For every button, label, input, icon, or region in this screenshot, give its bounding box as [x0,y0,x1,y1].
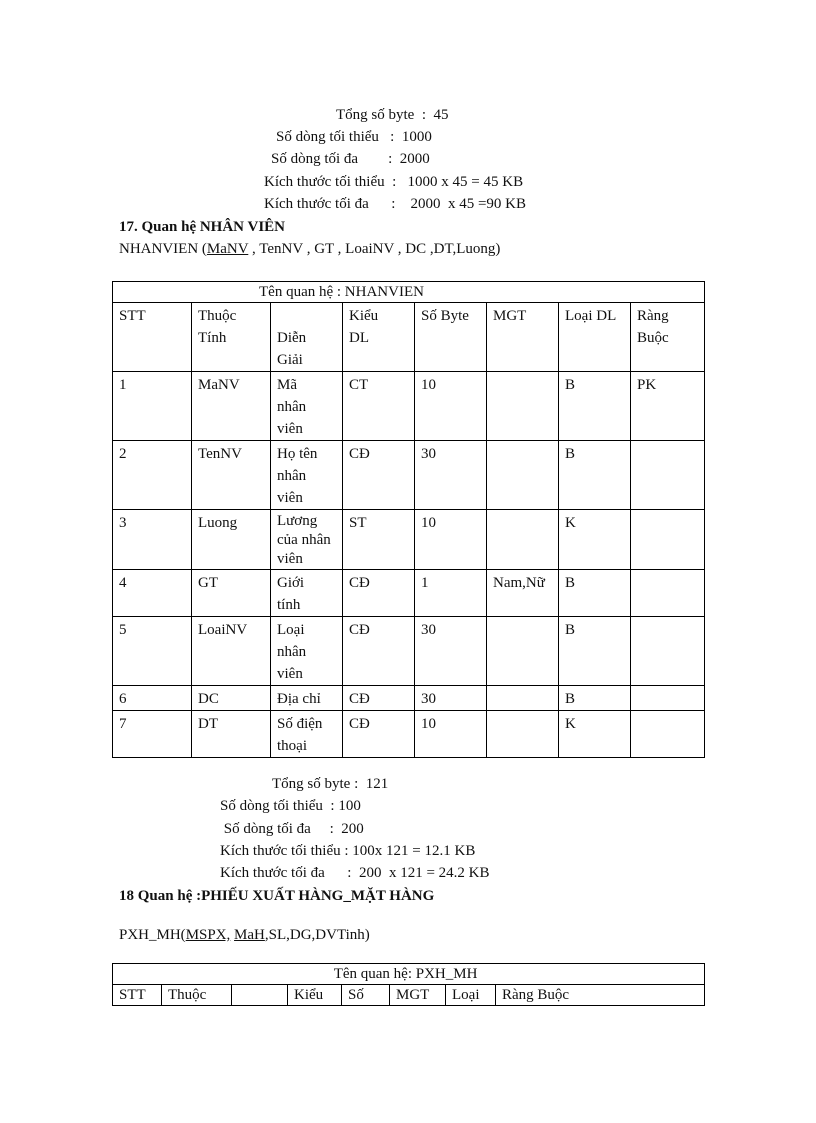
column-header: Loại DL [559,303,631,372]
table-cell: 5 [113,617,192,686]
table-cell: 10 [415,510,487,570]
table-cell: K [559,711,631,758]
table-header-row [113,985,705,1006]
column-header: MGT [487,303,559,372]
table-cell: DT [192,711,271,758]
table-cell: Nam,Nữ [487,570,559,617]
section-heading: 18 Quan hệ :PHIẾU XUẤT HÀNG_MẶT HÀNG [119,888,435,904]
table-cell: 3 [113,510,192,570]
column-header: Ràng Buộc [631,303,705,372]
table-cell: 10 [415,711,487,758]
stat-max-size: Kích thước tối đa : 2000 x 45 =90 KB [264,196,527,212]
stat-max-rows: Số dòng tối đa : 200 [220,821,364,837]
table-cell: Số điện thoại [271,711,343,758]
table-cell: 10 [415,372,487,441]
table-cell: 6 [113,686,192,711]
stat-min-size: Kích thước tối thiểu : 1000 x 45 = 45 KB [264,174,524,190]
table-cell [487,711,559,758]
table-cell: 4 [113,570,192,617]
table-row [113,372,705,441]
column-header: Số [342,985,390,1006]
relation-table-nhanvien [112,281,705,758]
schema-attributes: ,SL,DG,DVTinh) [264,927,370,943]
stat-max-size: Kích thước tối đa : 200 x 121 = 24.2 KB [220,865,490,881]
table-cell [631,570,705,617]
table-cell: B [559,686,631,711]
table-cell: Lương của nhân viên [271,510,343,570]
table-cell [487,617,559,686]
table-cell: B [559,441,631,510]
schema-attributes: , TenNV , GT , LoaiNV , DC ,DT,Luong) [248,241,501,257]
relation-schema [119,240,500,258]
table-cell [631,686,705,711]
table-cell: Loại nhân viên [271,617,343,686]
table-cell: CĐ [343,570,415,617]
table-cell [631,441,705,510]
table-cell: Luong [192,510,271,570]
table-cell [631,711,705,758]
table-cell: CĐ [343,686,415,711]
primary-key: MaH [234,927,265,943]
table-cell: 30 [415,617,487,686]
column-header [232,985,288,1006]
table-cell: B [559,617,631,686]
primary-key: MSPX, [185,927,231,943]
table-cell: MaNV [192,372,271,441]
stat-min-size: Kích thước tối thiểu : 100x 121 = 12.1 KB [220,843,476,859]
table-cell: DC [192,686,271,711]
column-header: Kiểu DL [343,303,415,372]
table-cell: PK [631,372,705,441]
table-cell: K [559,510,631,570]
table-cell [487,510,559,570]
table-row [113,570,705,617]
table-cell: 2 [113,441,192,510]
stat-max-rows: Số dòng tối đa : 2000 [271,151,430,167]
stat-total-bytes: Tổng số byte : 45 [336,107,449,123]
column-header: Số Byte [415,303,487,372]
table-cell: CĐ [343,617,415,686]
primary-key: MaNV [206,241,249,257]
table-cell: ST [343,510,415,570]
table-cell [487,686,559,711]
table-header-row [113,303,705,372]
relation-schema [119,926,370,944]
table-cell: LoaiNV [192,617,271,686]
table-cell: Địa chỉ [271,686,343,711]
table-title: Tên quan hệ: PXH_MH [113,964,705,985]
schema-prefix: NHANVIEN ( [119,241,207,257]
table-row [113,711,705,758]
table-row [113,617,705,686]
column-header: MGT [390,985,446,1006]
table-cell: CĐ [343,711,415,758]
column-header: STT [113,303,192,372]
table-row [113,441,705,510]
table-cell: CĐ [343,441,415,510]
table-cell: Họ tên nhân viên [271,441,343,510]
table-cell: GT [192,570,271,617]
table-cell: TenNV [192,441,271,510]
table-cell: CT [343,372,415,441]
table-cell: Giới tính [271,570,343,617]
column-header: Ràng Buộc [496,985,705,1006]
column-header: Loại [446,985,496,1006]
table-cell: B [559,372,631,441]
table-cell [631,510,705,570]
table-row [113,510,705,570]
column-header: Thuộc [162,985,232,1006]
relation-table-pxh-mh [112,963,705,1006]
schema-prefix: PXH_MH( [119,927,186,943]
table-cell [487,441,559,510]
table-cell: Mã nhân viên [271,372,343,441]
table-cell: 7 [113,711,192,758]
section-heading: 17. Quan hệ NHÂN VIÊN [119,219,286,235]
stat-min-rows: Số dòng tối thiểu : 100 [220,798,361,814]
table-title: Tên quan hệ : NHANVIEN [113,282,705,303]
stat-min-rows: Số dòng tối thiểu : 1000 [276,129,432,145]
table-cell: 1 [113,372,192,441]
column-header: STT [113,985,162,1006]
column-header: Thuộc Tính [192,303,271,372]
table-cell: 30 [415,441,487,510]
column-header: Kiểu [288,985,342,1006]
table-cell: 1 [415,570,487,617]
stat-total-bytes: Tổng số byte : 121 [272,776,389,792]
table-cell [631,617,705,686]
table-cell [487,372,559,441]
table-row [113,686,705,711]
column-header: Diễn Giải [271,303,343,372]
table-cell: 30 [415,686,487,711]
table-cell: B [559,570,631,617]
